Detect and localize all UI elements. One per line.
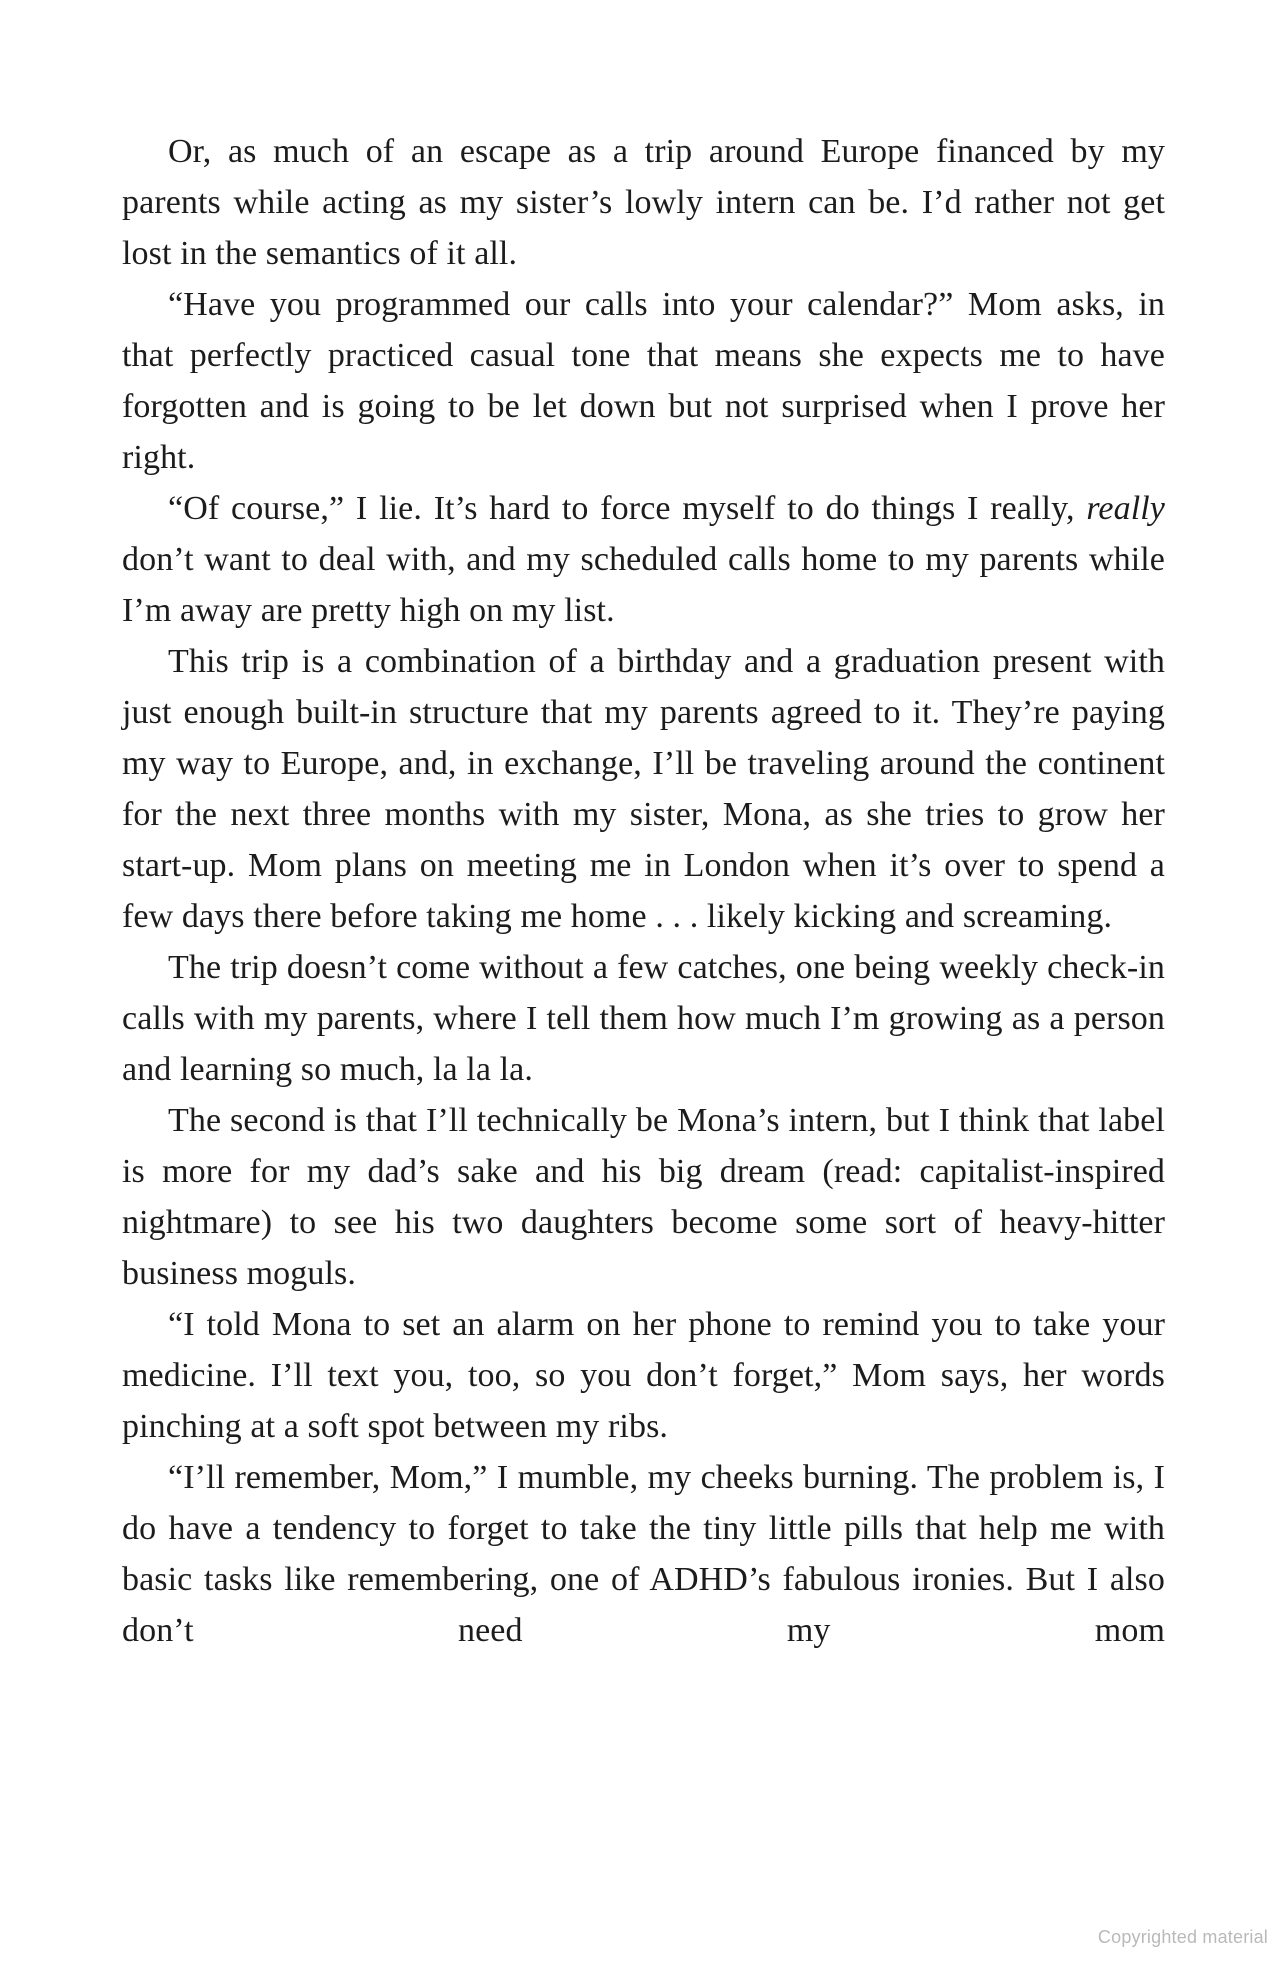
emphasized-text: really: [1086, 490, 1165, 527]
body-text: The second is that I’ll technically be Mona’s intern, but I think that label is more for my dad’s sake and his big dream (read: capitalist-inspired nightmare) to see his two daughters become some sort of heavy-hitter business moguls.: [122, 1102, 1165, 1292]
paragraph: [122, 483, 1165, 636]
paragraph: [122, 636, 1165, 942]
body-text: don’t want to deal with, and my scheduled calls home to my parents while I’m away are pretty high on my list.: [122, 541, 1165, 629]
paragraph: [122, 1095, 1165, 1299]
text-block: [122, 126, 1165, 1656]
paragraph: [122, 126, 1165, 279]
copyright-notice: Copyrighted material: [1097, 1927, 1268, 1947]
body-text: “Have you programmed our calls into your calendar?” Mom asks, in that perfectly practiced casual tone that means she expects me to have forgotten and is going to be let down but not surprised when I prove her right.: [122, 286, 1165, 476]
paragraph: [122, 1299, 1165, 1452]
paragraph: [122, 279, 1165, 483]
body-text: “Of course,” I lie. It’s hard to force myself to do things I really,: [168, 490, 1087, 527]
paragraph: [122, 1452, 1165, 1656]
body-text: This trip is a combination of a birthday and a graduation present with just enough built-in structure that my parents agreed to it. They’re paying my way to Europe, and, in exchange, I’ll be traveling around the continent for the next three months with my sister, Mona, as she tries to grow her start-up. Mom plans on meeting me in London when it’s over to spend a few days there before taking me home . . . likely kicking and screaming.: [122, 643, 1165, 935]
body-text: “I’ll remember, Mom,” I mumble, my cheeks burning. The problem is, I do have a tendency to forget to take the tiny little pills that help me with basic tasks like remembering, one of ADHD’s fabulous ironies. But I also don’t need my mom: [122, 1459, 1165, 1649]
body-text: “I told Mona to set an alarm on her phone to remind you to take your medicine. I’ll text you, too, so you don’t forget,” Mom says, her words pinching at a soft spot between my ribs.: [122, 1306, 1165, 1445]
paragraph: [122, 942, 1165, 1095]
body-text: Or, as much of an escape as a trip around Europe financed by my parents while acting as my sister’s lowly intern can be. I’d rather not get lost in the semantics of it all.: [122, 133, 1165, 272]
body-text: The trip doesn’t come without a few catches, one being weekly check-in calls with my parents, where I tell them how much I’m growing as a person and learning so much, la la la.: [122, 949, 1165, 1088]
